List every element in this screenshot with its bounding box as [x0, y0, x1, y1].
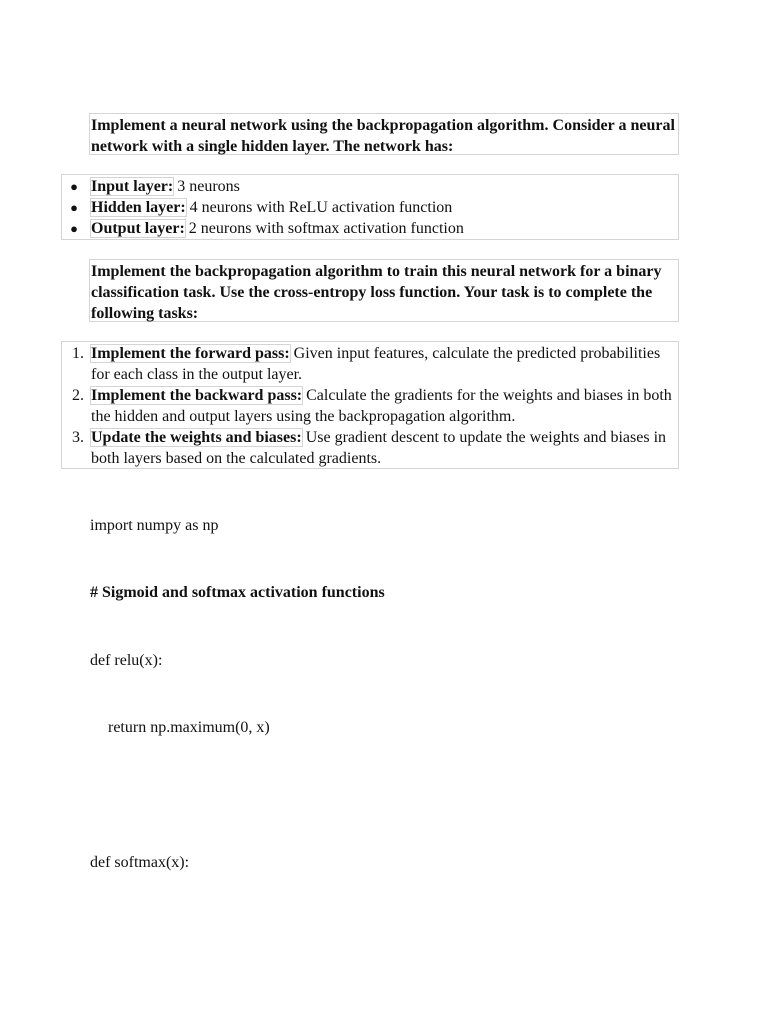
- layer-text: 2 neurons with softmax activation function: [184, 220, 464, 237]
- list-item: [62, 427, 678, 469]
- layer-text: 4 neurons with ReLU activation function: [185, 199, 453, 216]
- task-text: Calculate the gradients for the weights and biases in both the hidden and output layers using the backpropagation algorithm.: [91, 387, 672, 425]
- intro-text: Implement a neural network using the backpropagation algorithm. Consider a neural network with a single hidden layer. The network has:: [91, 117, 675, 155]
- layer-label: Output layer:: [91, 220, 185, 237]
- task-text: Given input features, calculate the predicted probabilities for each class in the output layer.: [91, 345, 661, 383]
- task-number: 3.: [72, 429, 84, 446]
- task-label: Implement the backward pass:: [91, 387, 303, 404]
- code-return-relu-line: return np.maximum(0, x): [108, 719, 270, 736]
- list-item: [62, 197, 678, 218]
- list-item: [62, 218, 678, 239]
- task-label: Update the weights and biases:: [91, 429, 302, 446]
- layer-label: Hidden layer:: [91, 199, 186, 216]
- layer-text: 3 neurons: [173, 178, 240, 195]
- list-item: [62, 385, 678, 427]
- layers-list: [61, 174, 679, 240]
- tasks-list: [61, 341, 679, 469]
- code-def-relu-line: def relu(x):: [90, 652, 163, 669]
- bullet-icon: ●: [70, 179, 78, 194]
- layer-label: Input layer:: [91, 178, 174, 195]
- task-intro-paragraph: [89, 259, 679, 322]
- bullet-icon: ●: [70, 200, 78, 215]
- intro-paragraph: [89, 113, 679, 155]
- code-comment-line: # Sigmoid and softmax activation functions: [90, 584, 385, 601]
- task-intro-text: Implement the backpropagation algorithm to train this neural network for a binary classification task. Use the cross-entropy loss function. Your task is to complete the following tasks:: [91, 263, 662, 322]
- list-item: [62, 343, 678, 385]
- code-def-softmax-line: def softmax(x):: [90, 854, 190, 871]
- task-text: Use gradient descent to update the weights and biases in both layers based on the calculated gradients.: [91, 429, 667, 467]
- task-number: 1.: [72, 345, 84, 362]
- bullet-icon: ●: [70, 221, 78, 236]
- code-import-line: import numpy as np: [90, 517, 219, 534]
- list-item: [62, 176, 678, 197]
- task-number: 2.: [72, 387, 84, 404]
- task-label: Implement the forward pass:: [91, 345, 290, 362]
